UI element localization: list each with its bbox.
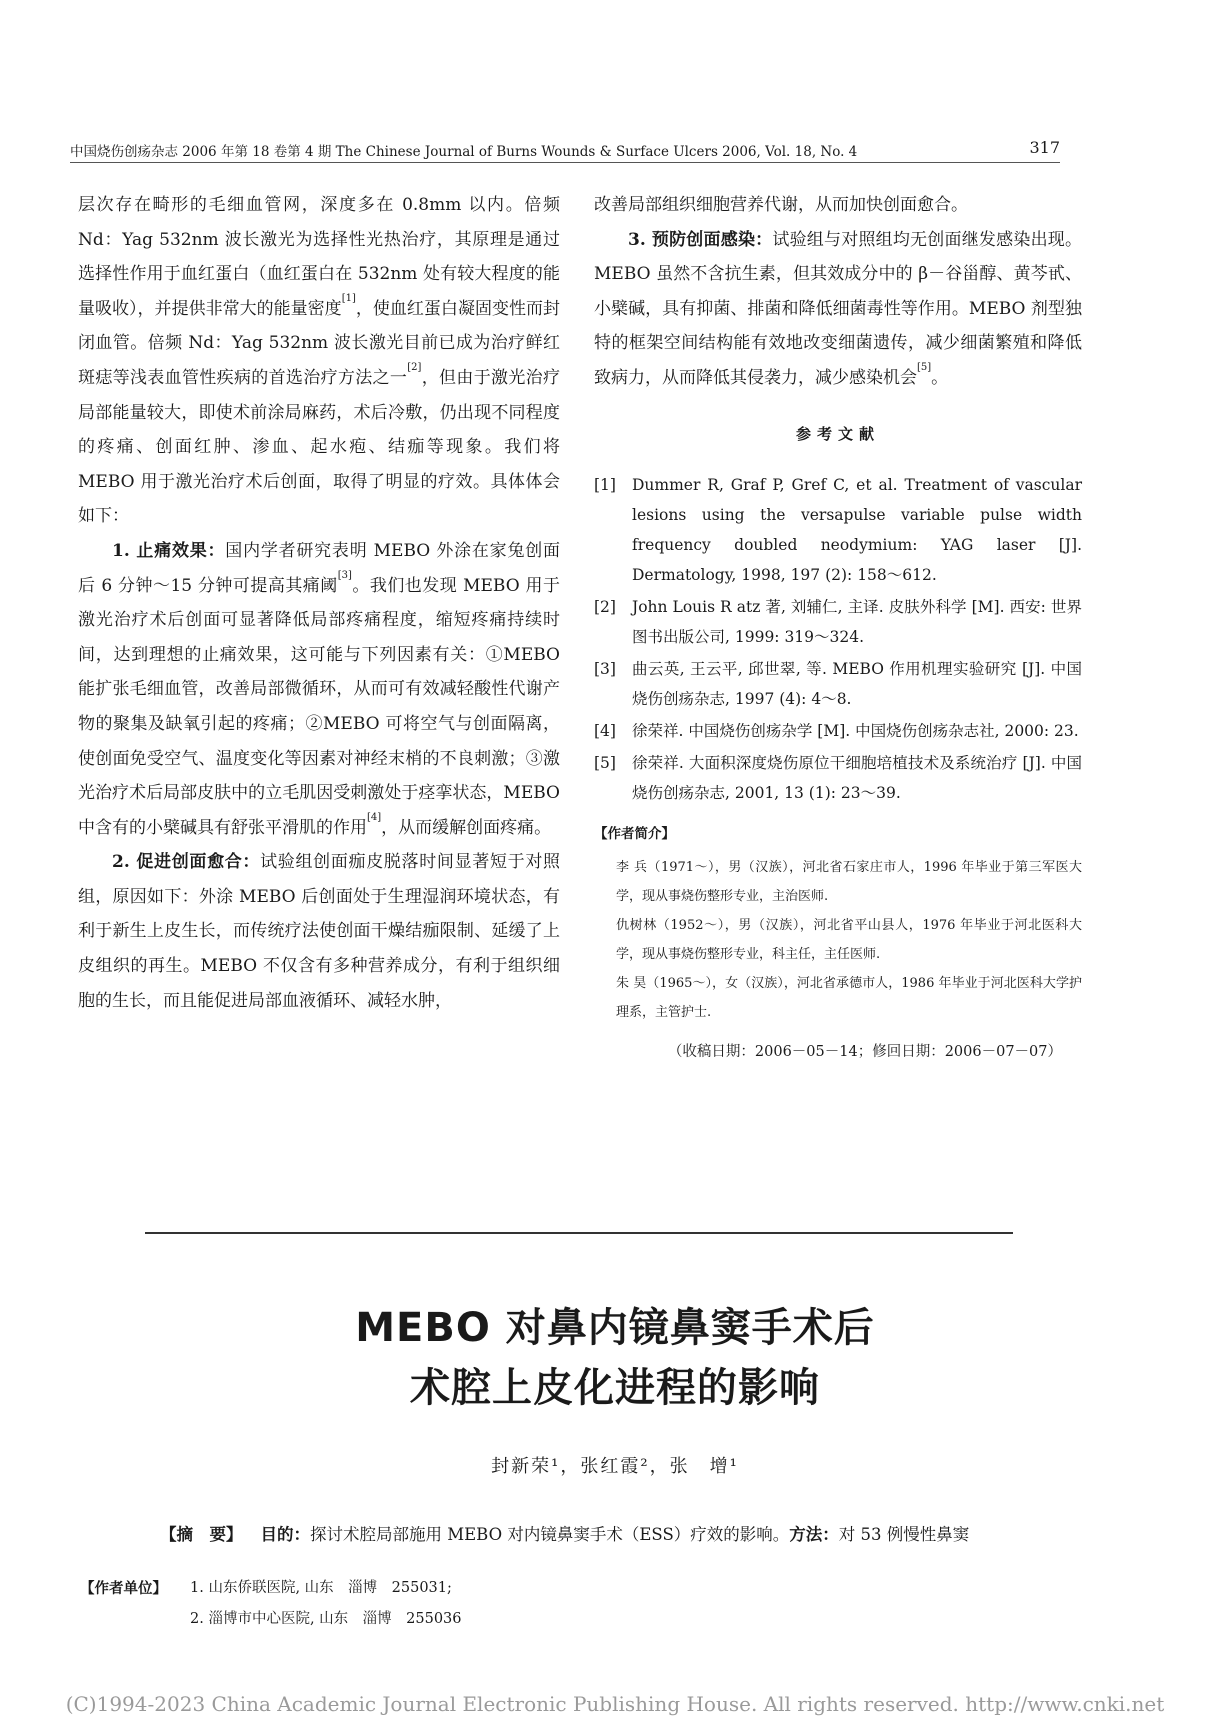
affiliation-item: 2. 淄博市中心医院, 山东 淄博 255036 bbox=[190, 1611, 462, 1627]
abstract: 【摘 要】 目的：探讨术腔局部施用 MEBO 对内镜鼻窦手术（ESS）疗效的影响。方法：对 53 例慢性鼻窦 bbox=[160, 1525, 970, 1544]
article-title: MEBO 对鼻内镜鼻窦手术后 术腔上皮化进程的影响 bbox=[355, 1305, 875, 1411]
reference-item: [5] 徐荣祥. 大面积深度烧伤原位干细胞培植技术及系统治疗 [J]. 中国烧伤创疡杂志, 2001, 13 (1): 23～39. bbox=[594, 753, 1082, 802]
affiliations bbox=[80, 1573, 462, 1635]
citation: [4] bbox=[367, 811, 382, 823]
citation: [5] bbox=[917, 361, 932, 373]
article-divider bbox=[145, 1232, 1013, 1234]
left-column bbox=[78, 188, 560, 1018]
reference-list bbox=[594, 470, 1082, 808]
running-header: 中国烧伤创疡杂志 2006 年第 18 卷第 4 期 The Chinese Journal of Burns Wounds & Surface Ulcers 2006, Vol. 18, No. 4 bbox=[70, 144, 858, 160]
article-authors: 封新荣¹，张红霞²，张 增¹ bbox=[491, 1456, 739, 1477]
page-number: 317 bbox=[1029, 138, 1060, 157]
author-bio bbox=[594, 820, 1082, 1027]
paragraph-healing: 2. 促进创面愈合：试验组创面痂皮脱落时间显著短于对照组，原因如下：外涂 MEBO 后创面处于生理湿润环境状态，有利于新生上皮生长，而传统疗法使创面干燥结痂限制、延缓了上皮组织的再生。MEBO 不仅含有多种营养成分，有利于组织细胞的生长，而且能促进局部血液循环、减轻水肿， bbox=[78, 852, 560, 1011]
author-entry: 仇树林（1952～），男（汉族），河北省平山县人，1976 年毕业于河北医科大学，现从事烧伤整形专业，科主任，主任医师. bbox=[616, 917, 1082, 962]
reference-item: [3] 曲云英, 王云平, 邱世翠, 等. MEBO 作用机理实验研究 [J]. 中国烧伤创疡杂志, 1997 (4): 4～8. bbox=[594, 659, 1082, 708]
affiliation-label: 【作者单位】 bbox=[80, 1580, 167, 1597]
paragraph-intro: 层次存在畸形的毛细血管网，深度多在 0.8mm 以内。倍频 Nd：Yag 532nm 波长激光为选择性光热治疗，其原理是通过选择性作用于血红蛋白（血红蛋白在 532nm 处有较大程度的能量吸收），并提供非常大的能量密度[1]，使血红蛋白凝固变性而封闭血管。倍频 Nd：Yag 532nm 波长激光目前已成为治疗鲜红斑痣等浅表血管性疾病的首选治疗方法之一[2]，但由于激光治疗局部能量较大，即使术前涂局麻药，术后冷敷，仍出现不同程度的疼痛、创面红肿、渗血、起水疱、结痂等现象。我们将 MEBO 用于激光治疗术后创面，取得了明显的疗效。具体体会如下： bbox=[78, 195, 561, 527]
received-date: （收稿日期：2006－05－14；修回日期：2006－07－07） bbox=[667, 1043, 1062, 1060]
reference-item: [4] 徐荣祥. 中国烧伤创疡杂学 [M]. 中国烧伤创疡杂志社, 2000: 23. bbox=[594, 721, 1079, 740]
affiliation-item: 1. 山东侨联医院, 山东 淄博 255031; bbox=[190, 1580, 452, 1596]
paragraph-analgesia: 1. 止痛效果：国内学者研究表明 MEBO 外涂在家兔创面后 6 分钟～15 分钟可提高其痛阈[3]。我们也发现 MEBO 用于激光治疗术后创面可显著降低局部疼痛程度，缩短疼痛持续时间，达到理想的止痛效果，这可能与下列因素有关：①MEBO 能扩张毛细血管，改善局部微循环，从而可有效减轻酸性代谢产物的聚集及缺氧引起的疼痛；②MEBO 可将空气与创面隔离，使创面免受空气、温度变化等因素对神经末梢的不良刺激；③激光治疗术后局部皮肤中的立毛肌因受刺激处于痉挛状态，MEBO 中含有的小檗碱具有舒张平滑肌的作用[4]，从而缓解创面疼痛。 bbox=[78, 540, 560, 838]
author-entry: 李 兵（1971～），男（汉族），河北省石家庄市人，1996 年毕业于第三军医大学，现从事烧伤整形专业，主治医师. bbox=[616, 859, 1082, 904]
abstract-label: 【摘 要】 bbox=[160, 1525, 243, 1544]
header-rule bbox=[70, 162, 1060, 163]
citation: [3] bbox=[337, 569, 352, 581]
reference-item: [2] John Louis R atz 著, 刘辅仁, 主译. 皮肤外科学 [M]. 西安: 世界图书出版公司, 1999: 319～324. bbox=[594, 597, 1082, 646]
author-entry: 朱 昊（1965～），女（汉族），河北省承德市人，1986 年毕业于河北医科大学护理系，主管护士. bbox=[616, 975, 1082, 1020]
paragraph-continued: 改善局部组织细胞营养代谢，从而加快创面愈合。 bbox=[594, 195, 968, 215]
citation: [1] bbox=[341, 292, 356, 304]
author-bio-label: 【作者简介】 bbox=[594, 825, 675, 842]
right-column bbox=[594, 188, 1082, 1069]
references-heading: 参考文献 bbox=[795, 424, 880, 443]
copyright-footer: (C)1994-2023 China Academic Journal Electronic Publishing House. All rights reserved. http://www.cnki.net bbox=[65, 1692, 1165, 1716]
citation: [2] bbox=[407, 361, 422, 373]
paragraph-infection: 3. 预防创面感染：试验组与对照组均无创面继发感染出现。MEBO 虽然不含抗生素，但其效成分中的 β－谷甾醇、黄芩甙、小檗碱，具有抑菌、排菌和降低细菌毒性等作用。MEBO 剂型独特的框架空间结构能有效地改变细菌遗传，减少细菌繁殖和降低致病力，从而降低其侵袭力，减少感染机会[5]。 bbox=[594, 229, 1082, 388]
reference-item: [1] Dummer R, Graf P, Gref C, et al. Treatment of vascular lesions using the versapulse variable pulse width frequency doubled neodymium: YAG laser [J]. Dermatology, 1998, 197 (2): 158～612. bbox=[594, 475, 1082, 584]
